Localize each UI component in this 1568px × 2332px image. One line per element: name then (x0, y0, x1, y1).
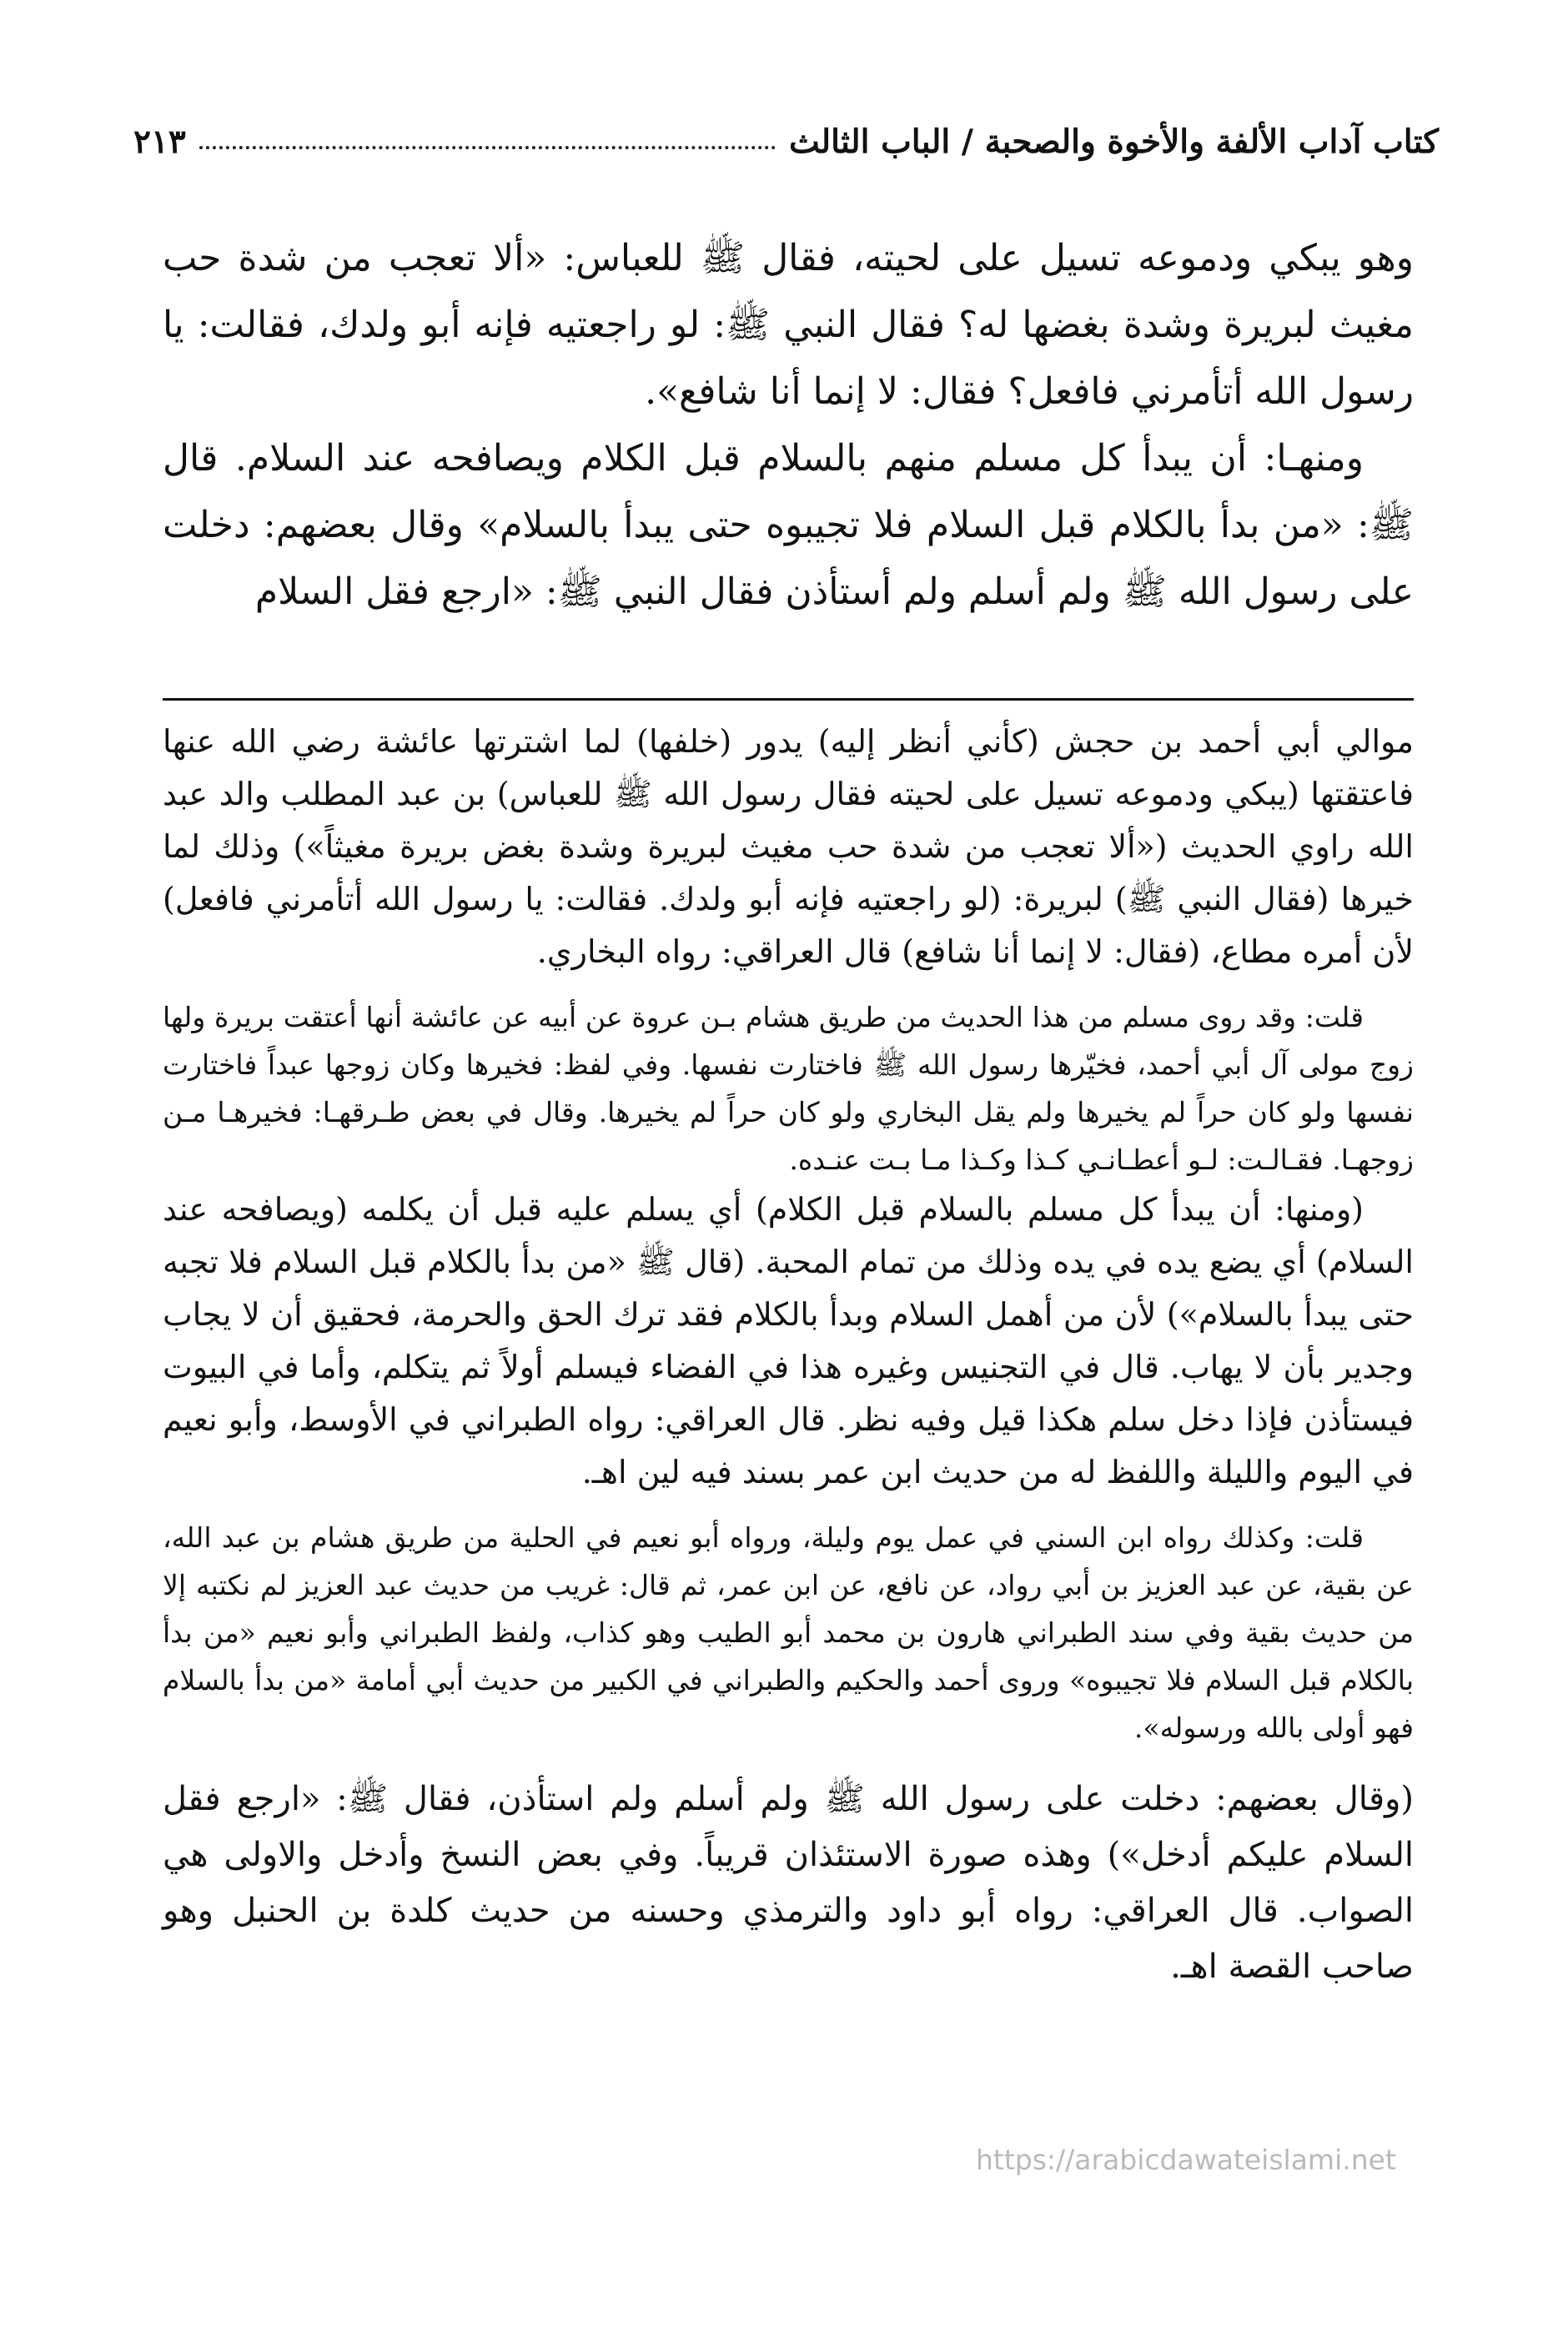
commentary-paragraph: (وقال بعضهم: دخلت على رسول الله ﷺ ولم أسلم ولم استأذن، فقال ﷺ: «ارجع فقل السلام عليكم أدخل») وهذه صورة الاستئذان قريباً. وفي بعض النسخ وأدخل والاولى هي الصواب. قال العراقي: رواه أبو داود والترمذي وحسنه من حديث كلدة بن الحنبل وهو صاحب القصة اهـ. (163, 1780, 1414, 1986)
commentary-note: قلت: وكذلك رواه ابن السني في عمل يوم وليلة، ورواه أبو نعيم في الحلية من طريق هشام بن عبد الله، عن بقية، عن عبد العزيز بن أبي رواد، عن نافع، عن ابن عمر، ثم قال: غريب من حديث عبد العزيز لم نكتبه إلا من حديث بقية وفي سند الطبراني هارون بن محمد أبو الطيب وهو كذاب، ولفظ الطبراني وأبو نعيم «من بدأ بالكلام قبل السلام فلا تجيبوه» وروى أحمد والحكيم والطبراني في الكبير من حديث أبي أمامة «من بدأ بالسلام فهو أولى بالله ورسوله». (163, 1521, 1414, 1744)
running-header (133, 108, 1439, 175)
page-number: ٢١٣ (133, 123, 186, 161)
footnote-divider (163, 698, 1414, 701)
header-dot-leader (199, 134, 776, 149)
commentary-paragraph: (ومنها: أن يبدأ كل مسلم بالسلام قبل الكلام) أي يسلم عليه قبل أن يكلمه (ويصافحه عند السلام) أي يضع يده في يده وذلك من تمام المحبة. (قال ﷺ «من بدأ بالكلام قبل السلام فلا تجبه حتى يبدأ بالسلام») لأن من أهمل السلام وبدأ بالكلام فقد ترك الحق والحرمة، فحقيق أن لا يجاب وجدير بأن لا يهاب. قال في التجنيس وغيره هذا في الفضاء فيسلم أولاً ثم يتكلم، وأما في البيوت فيستأذن فإذا دخل سلم هكذا قيل وفيه نظر. قال العراقي: رواه الطبراني في الأوسط، وأبو نعيم في اليوم والليلة واللفظ له من حديث ابن عمر بسند فيه لين اهـ. (163, 1191, 1414, 1490)
commentary-paragraph: موالي أبي أحمد بن حجش (كأني أنظر إليه) يدور (خلفها) لما اشترتها عائشة رضي الله عنها فاعتقتها (يبكي ودموعه تسيل على لحيته فقال رسول الله ﷺ للعباس) بن عبد المطلب والد عبد الله راوي الحديث («ألا تعجب من شدة حب مغيث لبريرة وشدة بغض بريرة مغيثاً») وذلك لما خيرها (فقال النبي ﷺ) لبريرة: (لو راجعتيه فإنه أبو ولدك. فقالت: يا رسول الله أتأمرني فافعل) لأن أمره مطاع، (فقال: لا إنما أنا شافع) قال العراقي: رواه البخاري. (163, 723, 1414, 970)
header-title: كتاب آداب الألفة والأخوة والصحبة / الباب الثالث (788, 123, 1439, 161)
main-text (163, 225, 1414, 626)
main-paragraph: ومنهـا: أن يبدأ كل مسلم منهم بالسلام قبل الكلام ويصافحه عند السلام. قال ﷺ: «من بدأ بالكلام قبل السلام فلا تجيبوه حتى يبدأ بالسلام» وقال بعضهم: دخلت على رسول الله ﷺ ولم أسلم ولم أستأذن فقال النبي ﷺ: «ارجع فقل السلام (163, 437, 1414, 613)
main-paragraph: وهو يبكي ودموعه تسيل على لحيته، فقال ﷺ للعباس: «ألا تعجب من شدة حب مغيث لبريرة وشدة بغضها له؟ فقال النبي ﷺ: لو راجعتيه فإنه أبو ولدك، فقالت: يا رسول الله أتأمرني فافعل؟ فقال: لا إنما أنا شافع». (163, 237, 1414, 413)
commentary-note: قلت: وقد روى مسلم من هذا الحديث من طريق هشام بـن عروة عن أبيه عن عائشة أنها أعتقت بريرة ولها زوج مولى آل أبي أحمد، فخيّرها رسول الله ﷺ فاختارت نفسها. وفي لفظ: فخيرها وكان زوجها عبداً فاختارت نفسها ولو كان حراً لم يخيرها ولم يقل البخاري ولو كان حراً لم يخيرها. وقال في بعض طـرقهـا: فخيرهـا مـن زوجهـا. فقـالـت: لـو أعطـانـي كـذا وكـذا مـا بـت عنـده. (163, 1001, 1414, 1176)
watermark-url: https://arabicdawateislami.net (976, 2144, 1396, 2176)
commentary (163, 716, 1414, 1995)
